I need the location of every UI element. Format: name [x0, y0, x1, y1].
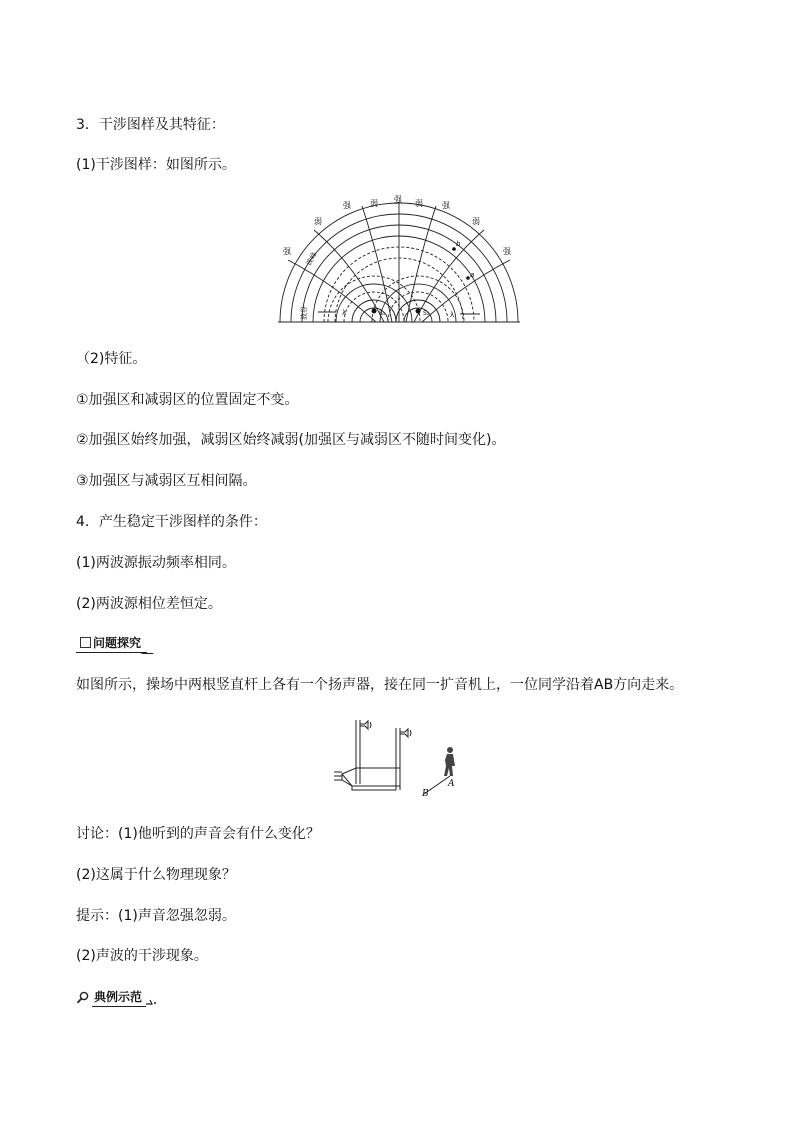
section-3-title: 3．干涉图样及其特征： [76, 117, 225, 133]
label-strong-right-1: 强 [442, 201, 450, 210]
section-3-pattern: (1)干涉图样：如图所示。 [76, 157, 236, 173]
label-point-a: A [448, 779, 455, 789]
label-strong-center: 强 [394, 195, 402, 204]
label-lambda-left: λ [342, 309, 347, 317]
inquiry-answer-2: (2)声波的干涉现象。 [76, 948, 208, 964]
speakers-figure [332, 714, 468, 798]
label-weak-right-1: 弱 [472, 217, 480, 226]
label-crest: 波峰 [304, 250, 319, 267]
inquiry-answer-1: 提示：(1)声音忽强忽弱。 [76, 908, 236, 924]
label-weak-right-2: 弱 [415, 199, 423, 208]
interference-pattern-figure [274, 194, 524, 324]
badge-tail-icon [146, 991, 158, 1005]
label-point-b: B [422, 789, 429, 798]
label-trough: 波谷 [300, 306, 308, 320]
label-s2: S₂ [423, 310, 430, 317]
inquiry-badge-label: 问题探究 [93, 636, 142, 650]
label-strong-left-outer: 强 [283, 247, 291, 256]
feature-1: ①加强区和减弱区的位置固定不变。 [76, 392, 299, 408]
example-badge-label: 典例示范 [92, 988, 146, 1007]
label-strong-left-1: 强 [343, 201, 351, 210]
example-badge [76, 988, 158, 1007]
square-icon [80, 637, 91, 648]
condition-2: (2)两波源相位差恒定。 [76, 596, 222, 612]
section-4-title: 4．产生稳定干涉图样的条件： [76, 514, 267, 530]
label-strong-right-outer: 强 [503, 247, 511, 256]
label-a: a [470, 271, 475, 279]
inquiry-question-2: (2)这属于什么物理现象？ [76, 867, 236, 883]
label-lambda-right: λ [450, 311, 455, 319]
magnifier-icon [76, 991, 90, 1005]
condition-1: (1)两波源振动频率相同。 [76, 555, 236, 571]
label-weak-left-2: 弱 [370, 199, 378, 208]
label-weak-left-1: 弱 [314, 217, 322, 226]
inquiry-badge [76, 634, 147, 653]
label-b: b [456, 240, 461, 248]
feature-2: ②加强区始终加强，减弱区始终减弱(加强区与减弱区不随时间变化)。 [76, 432, 506, 448]
feature-3: ③加强区与减弱区互相间隔。 [76, 473, 257, 489]
label-s1: S₁ [379, 310, 386, 317]
inquiry-question-1: 讨论：(1)他听到的声音会有什么变化？ [76, 826, 320, 842]
section-3-features: （2)特征。 [76, 351, 147, 367]
inquiry-intro: 如图所示，操场中两根竖直杆上各有一个扬声器，接在同一扩音机上，一位同学沿着AB方向走来。 [76, 677, 684, 693]
